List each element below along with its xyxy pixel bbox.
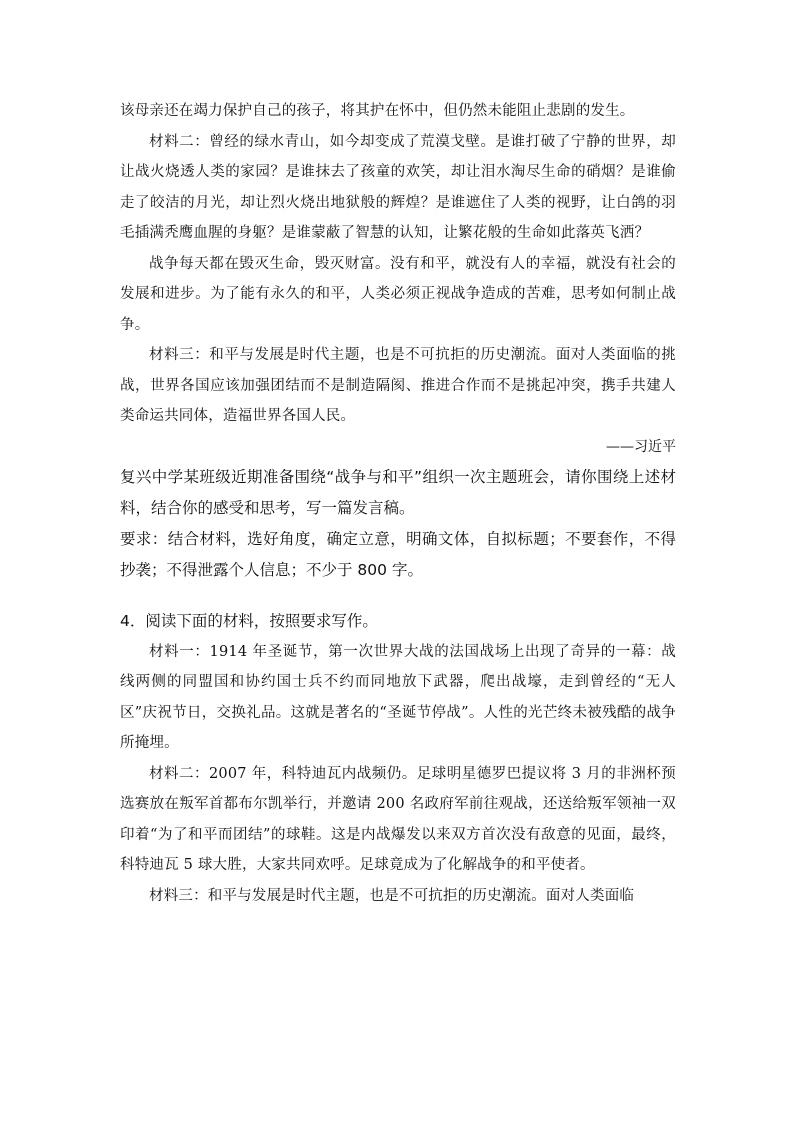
question-four-heading: 4．阅读下面的材料，按照要求写作。 <box>120 611 378 630</box>
q4-material-one: 材料一：1914 年圣诞节，第一次世界大战的法国战场上出现了奇异的一幕：战线两侧的同盟国和协约国士兵不约而同地放下武器，爬出战壕，走到曾经的“无人区”庆祝节日，交换礼品。这就是著名的“圣诞节停战”。人性的光芒终未被残酷的战争所掩埋。 <box>120 643 676 751</box>
material-two-paragraph: 材料二：曾经的绿水青山，如今却变成了荒漠戈壁。是谁打破了宁静的世界，却让战火烧透人类的家园？是谁抹去了孩童的欢笑，却让泪水淘尽生命的硝烟？是谁偷走了皎洁的月光，却让烈火烧出地狱般的辉煌？是谁遮住了人类的视野，让白鸽的羽毛插满秃鹰血腥的身躯？是谁蒙蔽了智慧的认知，让繁花般的生命如此落英飞洒？ <box>120 133 676 241</box>
continuation-line: 该母亲还在竭力保护自己的孩子，将其护在怀中，但仍然未能阻止悲剧的发生。 <box>120 103 635 119</box>
war-paragraph: 战争每天都在毁灭生命，毁灭财富。没有和平，就没有人的幸福，就没有社会的发展和进步。为了能有永久的和平，人类必须正视战争造成的苦难，思考如何制止战争。 <box>120 255 676 333</box>
document-body <box>120 96 676 911</box>
material-three-paragraph: 材料三：和平与发展是时代主题，也是不可抗拒的历史潮流。面对人类面临的挑战，世界各国应该加强团结而不是制造隔阂、推进合作而不是挑起冲突，携手共建人类命运共同体，造福世界各国人民。 <box>120 347 676 424</box>
writing-task: 复兴中学某班级近期准备围绕“战争与和平”组织一次主题班会，请你围绕上述材料，结合你的感受和思考，写一篇发言稿。 <box>120 467 676 517</box>
q4-material-three: 材料三：和平与发展是时代主题，也是不可抗拒的历史潮流。面对人类面临 <box>149 887 635 904</box>
quote-signature: ——习近平 <box>606 438 676 455</box>
writing-requirements: 要求：结合材料，选好角度，确定立意，明确文体，自拟标题；不要套作，不得抄袭；不得泄露个人信息；不少于 800 字。 <box>120 529 676 579</box>
section-gap <box>120 586 676 606</box>
q4-material-two: 材料二：2007 年，科特迪瓦内战频仍。足球明星德罗巴提议将 3 月的非洲杯预选赛放在叛军首都布尔凯举行，并邀请 200 名政府军前往观战，还送给叛军领袖一双印着“为了和平而团结”的球鞋。这是内战爆发以来双方首次没有敌意的见面，最终，科特迪瓦 5 球大胜，大家共同欢呼。足球竟成为了化解战争的和平使者。 <box>120 765 676 873</box>
